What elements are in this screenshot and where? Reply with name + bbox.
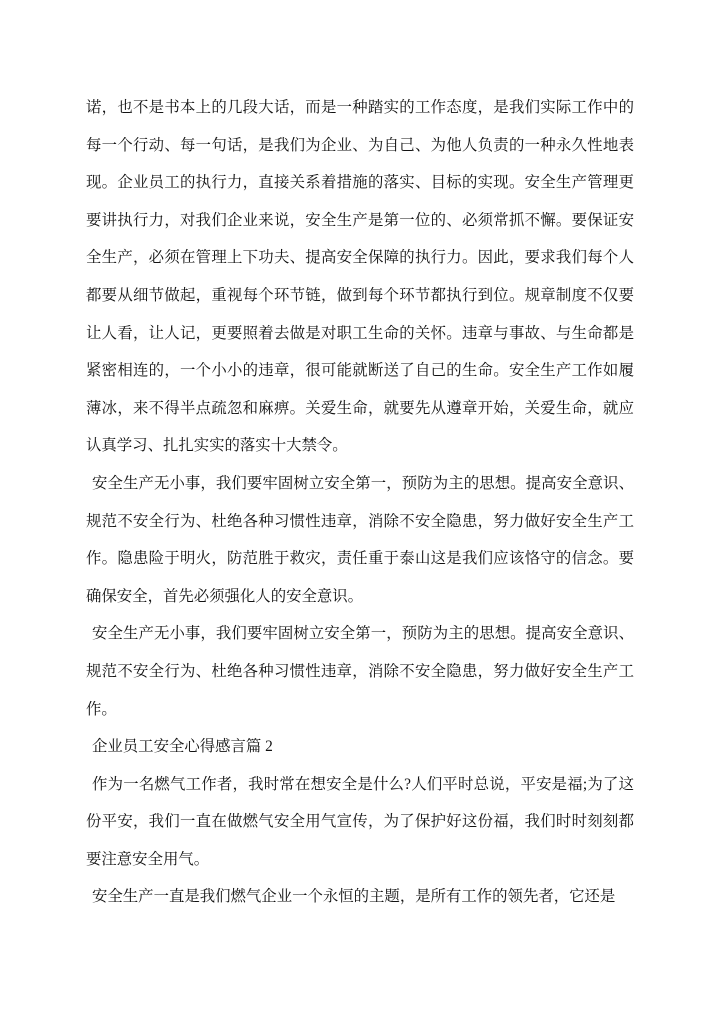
section-heading: 企业员工安全心得感言篇 2 [92, 738, 273, 756]
paragraph: 作为一名燃气工作者，我时常在想安全是什么?人们平时总说，平安是福;为了这份平安，我们一直在做燃气安全用气宣传，为了保护好这份福，我们时时刻刻都要注意安全用气。 [86, 775, 634, 868]
paragraph: 安全生产无小事，我们要牢固树立安全第一，预防为主的思想。提高安全意识、规范不安全行为、杜绝各种习惯性违章，消除不安全隐患，努力做好安全生产工作。 [86, 625, 634, 718]
paragraph: 安全生产无小事，我们要牢固树立安全第一，预防为主的思想。提高安全意识、规范不安全行为、杜绝各种习惯性违章，消除不安全隐患，努力做好安全生产工作。隐患险于明火，防范胜于救灾，责任重于泰山这是我们应该恪守的信念。要确保安全，首先必须强化人的安全意识。 [86, 474, 634, 605]
paragraph-continued: 诺，也不是书本上的几段大话，而是一种踏实的工作态度，是我们实际工作中的每一个行动、每一句话，是我们为企业、为自己、为他人负责的一种永久性地表现。企业员工的执行力，直接关系着措施的落实、目标的实现。安全生产管理更要讲执行力，对我们企业来说，安全生产是第一位的、必须常抓不懈。要保证安全生产，必须在管理上下功夫、提高安全保障的执行力。因此，要求我们每个人都要从细节做起，重视每个环节链，做到每个环节都执行到位。规章制度不仅要让人看，让人记，更要照着去做是对职工生命的关怀。违章与事故、与生命都是紧密相连的，一个小小的违章，很可能就断送了自己的生命。安全生产工作如履薄冰，来不得半点疏忽和麻痹。关爱生命，就要先从遵章开始，关爱生命，就应认真学习、扎扎实实的落实十大禁令。 [86, 99, 634, 455]
document-text-block [86, 89, 634, 916]
paragraph-cut-off: 安全生产一直是我们燃气企业一个永恒的主题，是所有工作的领先者，它还是 [92, 888, 616, 906]
